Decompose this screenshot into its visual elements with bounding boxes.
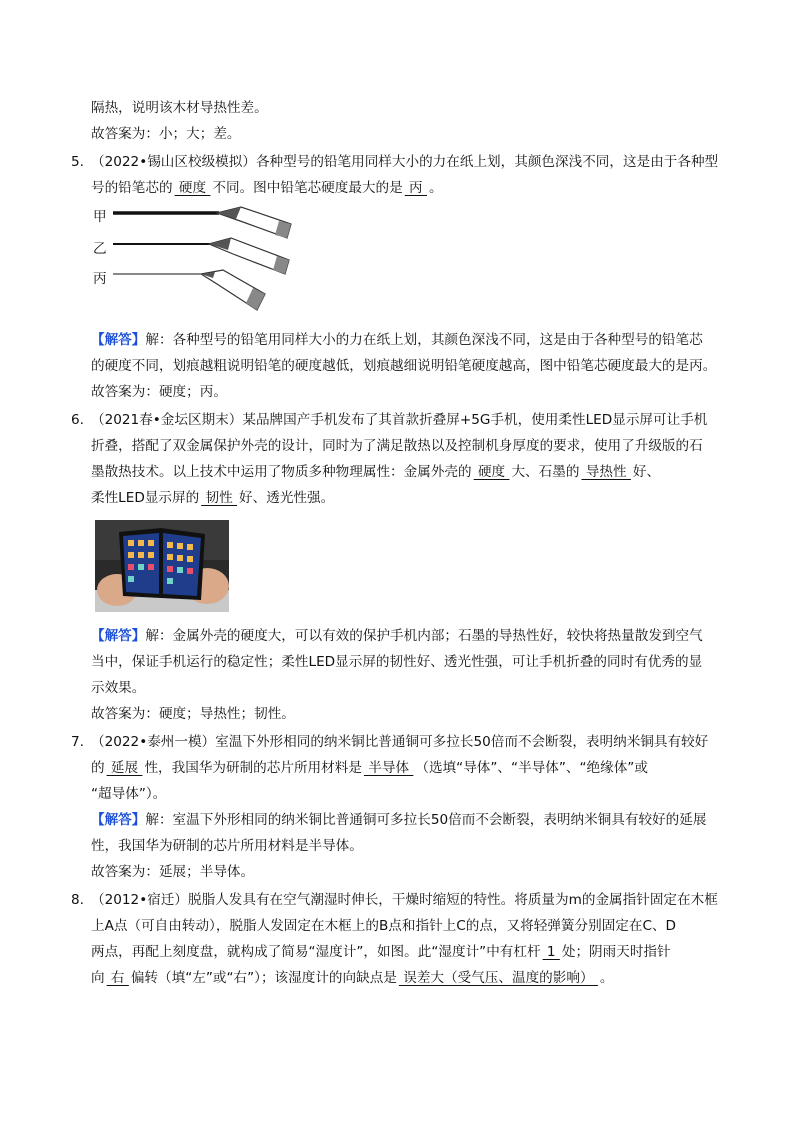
q8-number: 8.: [71, 892, 84, 908]
q6-blank-2: 导热性: [581, 464, 631, 480]
q8-text-a: 两点，再配上刻度盘，就构成了简易“湿度计”，如图。此“湿度计”中有杠杆: [91, 944, 541, 960]
q8-blank-1: 1: [542, 944, 560, 960]
pencil-label-jia: 甲: [93, 209, 107, 225]
foldable-phone-illustration: [95, 520, 229, 612]
q6-text-c: 好、: [632, 464, 661, 480]
q5-text-a: 号的铅笔芯的: [91, 180, 173, 196]
q7-text-a: 的: [91, 760, 105, 776]
q6-text-e: 好、透光性强。: [239, 490, 335, 506]
q8-line-2: 上A点（可自由转动），脱脂人发固定在木框上的B点和指针上C的点，又将轻弹簧分别固定在C、D: [91, 918, 677, 934]
q6-text-a: 墨散热技术。以上技术中运用了物质多种物理属性：金属外壳的: [91, 464, 472, 480]
q8-line-3: [91, 942, 671, 962]
q6-solution-line-3: 示效果。: [91, 680, 146, 696]
q7-solution-line-2: 性，我国华为研制的芯片所用材料是半导体。: [91, 838, 363, 854]
q6-solution-line-1: [91, 626, 703, 646]
q5-line-1: （2022•锡山区校级模拟）各种型号的铅笔用同样大小的力在纸上划，其颜色深浅不同，这是由于各种型: [91, 154, 719, 170]
q8-text-d: 偏转（填“左”或“右”）；该湿度计的向缺点是: [130, 970, 397, 986]
q7-solution-line-1: [91, 810, 706, 830]
q5-solution-line-1: [91, 330, 703, 350]
q6-line-4: [91, 488, 334, 508]
q6-blank-1: 硬度: [473, 464, 510, 480]
q7-text-b: 性，我国华为研制的芯片所用材料是: [144, 760, 362, 776]
q8-line-1: （2012•宿迁）脱脂人发具有在空气潮湿时伸长，干燥时缩短的特性。将质量为m的金属指针固定在木框: [91, 892, 718, 908]
pencil-label-yi: 乙: [93, 241, 107, 257]
q5-blank-2: 丙: [404, 180, 427, 196]
q7-solution-tag: 【解答】: [91, 812, 146, 828]
q7-line-1: （2022•泰州一模）室温下外形相同的纳米铜比普通铜可多拉长50倍而不会断裂，表明纳米铜具有较好: [91, 734, 709, 750]
prev-answer: 故答案为：小；大；差。: [91, 126, 241, 142]
q7-number: 7.: [71, 734, 84, 750]
q5-text-b: 不同。图中铅笔芯硬度最大的是: [212, 180, 403, 196]
q6-blank-3: 韧性: [201, 490, 238, 506]
q6-number: 6.: [71, 412, 84, 428]
q5-solution-line-2: 的硬度不同，划痕越粗说明铅笔的硬度越低，划痕越细说明铅笔硬度越高，图中铅笔芯硬度最大的是丙。: [91, 358, 717, 374]
q6-solution-tag: 【解答】: [91, 628, 146, 644]
q6-text-b: 大、石墨的: [511, 464, 580, 480]
q5-answer: 故答案为：硬度；丙。: [91, 384, 227, 400]
q5-text-c: 。: [428, 180, 443, 196]
q8-text-b: 处；阴雨天时指针: [561, 944, 671, 960]
pencil-figure: [91, 202, 301, 322]
prev-solution-line: 隔热，说明该木材导热性差。: [91, 100, 268, 116]
q8-text-c: 向: [91, 970, 105, 986]
q5-solution-text-1: 解：各种型号的铅笔用同样大小的力在纸上划，其颜色深浅不同，这是由于各种型号的铅笔芯: [145, 332, 703, 348]
q8-blank-2: 右: [106, 970, 129, 986]
q6-line-2: 折叠，搭配了双金属保护外壳的设计，同时为了满足散热以及控制机身厚度的要求，使用了升级版的石: [91, 438, 703, 454]
q6-solution-text-1: 解：金属外壳的硬度大，可以有效的保护手机内部；石墨的导热性好，较快将热量散发到空气: [145, 628, 703, 644]
q7-line-3: “超导体”）。: [91, 786, 167, 802]
q7-blank-2: 半导体: [363, 760, 414, 776]
q7-solution-text-1: 解：室温下外形相同的纳米铜比普通铜可多拉长50倍而不会断裂，表明纳米铜具有较好的延展: [145, 812, 707, 828]
pencil-drawing: [91, 202, 301, 322]
q5-solution-tag: 【解答】: [91, 332, 146, 348]
q6-text-d: 柔性LED显示屏的: [91, 490, 200, 506]
q5-line-2: [91, 178, 443, 198]
q6-line-1: （2021春•金坛区期末）某品牌国产手机发布了其首款折叠屏+5G手机，使用柔性LED显示屏可让手机: [91, 412, 708, 428]
pencil-label-bing: 丙: [93, 271, 107, 287]
foldable-phone-photo: [95, 520, 229, 612]
q6-line-3: [91, 462, 660, 482]
q6-answer: 故答案为：硬度；导热性；韧性。: [91, 706, 295, 722]
q7-line-2: [91, 758, 648, 778]
q6-solution-line-2: 当中，保证手机运行的稳定性；柔性LED显示屏的韧性好、透光性强，可让手机折叠的同时有优秀的显: [91, 654, 703, 670]
q8-blank-3: 误差大（受气压、温度的影响）: [398, 970, 598, 986]
q7-blank-1: 延展: [106, 760, 143, 776]
q8-line-4: [91, 968, 613, 988]
q7-answer: 故答案为：延展；半导体。: [91, 864, 255, 880]
q8-text-e: 。: [599, 970, 614, 986]
q7-text-c: （选填“导体”、“半导体”、“绝缘体”或: [415, 760, 648, 776]
q5-blank-1: 硬度: [174, 180, 211, 196]
q5-number: 5.: [71, 154, 84, 170]
